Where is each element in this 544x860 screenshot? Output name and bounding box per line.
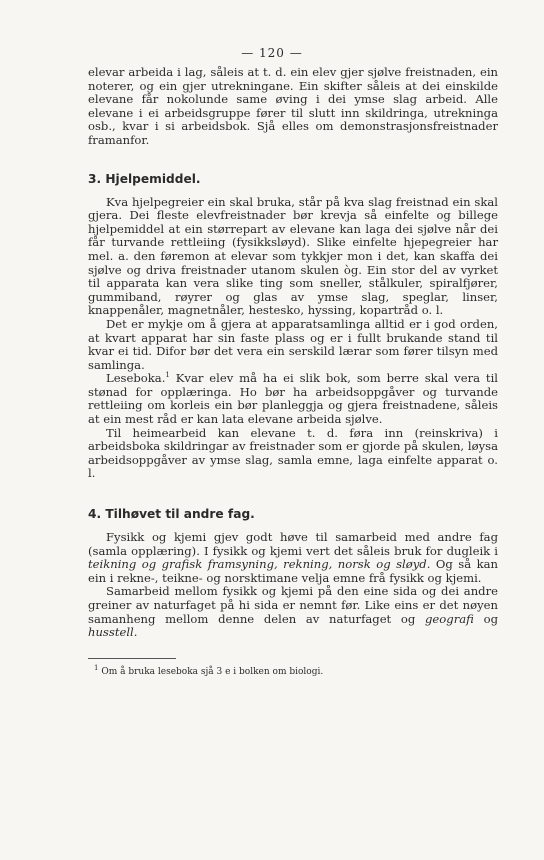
section-heading-tilhovet: 4. Tilhøvet til andre fag. — [88, 507, 255, 522]
text-run: Og så kan ein i rekne-, teikne- og norsktimane velja emne frå fysikk og kjemi. — [88, 557, 498, 585]
italic-run: geografi — [425, 611, 474, 626]
paragraph — [88, 531, 498, 585]
italic-run: husstell. — [88, 625, 138, 640]
intro-paragraph: elevar arbeida i lag, såleis at t. d. ein elev gjer sjølve freistnaden, ein noterer, og ein gjer utrekningane. Ein skifter såleis at dei einskilde elevane får nokolunde same øving i dei ymse slag arbeid. Alle elevane i ei arbeidsgruppe fører til slutt inn skildringa, utrekninga osb., kvar i si arbeidsbok. Sjå elles om demonstrasjonsfreistnader framanfor. — [88, 65, 498, 147]
italic-run: teikning og grafisk framsyning, rekning, norsk og sløyd. — [88, 557, 431, 572]
footnote — [88, 663, 498, 678]
paragraph: Til heimearbeid kan elevane t. d. føra inn (reinskriva) i arbeidsboka skildringar av freistnader som er gjorde på skulen, løysa arbeidsoppgåver av ymse slag, samla emne, laga einfelte apparat o. l. — [88, 425, 498, 481]
page-content — [88, 66, 498, 678]
footnote-reference: 1 — [165, 371, 170, 380]
text-run: og — [473, 611, 498, 626]
text-run: Samarbeid mellom fysikk og kjemi på den eine sida og dei andre greiner av naturfaget på hi sida er nemnt før. Like eins er det nøyen samanheng mellom denne delen av naturfaget og — [88, 584, 498, 626]
footnote-divider — [88, 658, 176, 659]
footnote-mark: 1 — [94, 663, 99, 672]
text-run: Fysikk og kjemi gjev godt høve til samarbeid med andre fag (samla opplæring). I fysikk og kjemi vert det såleis bruk for dugleik i — [88, 530, 498, 558]
page-number: — 120 — — [241, 46, 303, 60]
footnote-text: Om å bruka leseboka sjå 3 e i bolken om biologi. — [98, 666, 324, 677]
leseboka-lead: Leseboka. — [106, 371, 166, 386]
paragraph: Kva hjelpegreier ein skal bruka, står på kva slag freistnad ein skal gjera. Dei fleste elevfreistnader bør krevja så einfelte og billege hjelpemiddel at ein størrepart av elevane kan laga dei sjølve når dei får turvande rettleiing (fysikksløyd). Slike einfelte hjepegreier har mel. a. den føremon at elevar som tykkjer mon i det, kan skaffa dei sjølve og driva freistnader utanom skulen òg. Ein stor del av vyrket til apparata kan vera slike ting som sneller, stålkuler, spiralfjører, gummiband, røyrer og glas av ymse slag, speglar, linser, knappenåler, magnetnåler, hestesko, hyssing, kopartråd o. l. — [88, 194, 498, 318]
leseboka-text: Kvar elev må ha ei slik bok, som berre skal vera til stønad for opplæringa. Ho bør ha arbeidsoppgåver og turvande rettleiing om korleis ein bør planleggja og gjera freistnadene, såleis at ein mest råd er kan lata elevane arbeida sjølve. — [88, 371, 498, 427]
paragraph: Det er mykje om å gjera at apparatsamlinga alltid er i god orden, at kvart apparat har sin faste plass og er i fullt brukande stand til kvar ei tid. Difor bør det vera ein serskild lærar som fører tilsyn med samlinga. — [88, 316, 498, 372]
paragraph — [88, 585, 498, 639]
section-heading-hjelpemiddel: 3. Hjelpemiddel. — [88, 171, 201, 186]
paragraph-leseboka — [88, 372, 498, 426]
